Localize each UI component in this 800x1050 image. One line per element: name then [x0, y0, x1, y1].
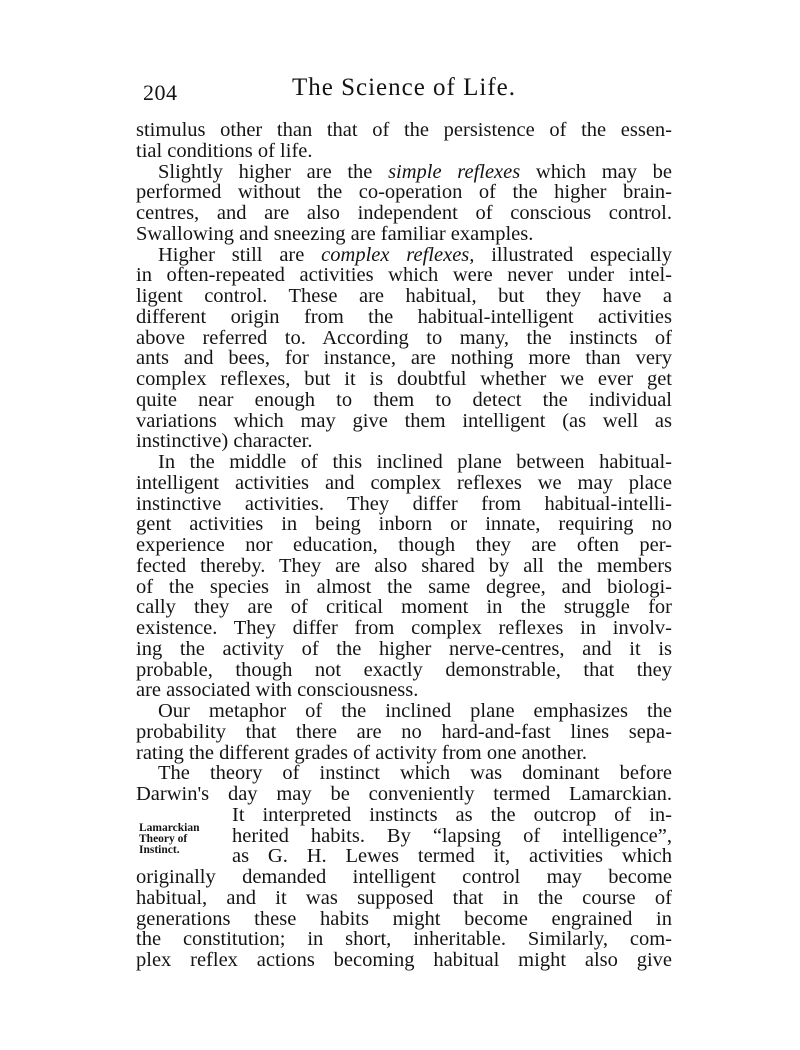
text-line: probable, though not exactly demonstrable, that they — [136, 658, 672, 681]
text-line: intelligent activities and complex reflexes we may place — [136, 471, 672, 494]
text-line: ants and bees, for instance, are nothing more than very — [136, 347, 672, 370]
body-text — [136, 120, 672, 971]
text-line: cally they are of critical moment in the struggle for — [136, 596, 672, 619]
text-line: originally demanded intelligent control may become — [136, 866, 672, 888]
text-line: as G. H. Lewes termed it, activities which — [232, 845, 672, 868]
text-line: habitual, and it was supposed that in the course of — [136, 886, 672, 909]
text-line: instinctive activities. They differ from habitual-intelli- — [136, 492, 672, 515]
text-line: ligent control. These are habitual, but they have a — [136, 285, 672, 307]
text-line: Higher still are complex reflexes, illustrated especially — [158, 243, 672, 266]
text-line: complex reflexes, but it is doubtful whether we ever get — [136, 368, 672, 390]
text-line: experience nor education, though they are often per- — [136, 534, 672, 556]
text-line: fected thereby. They are also shared by all the members — [136, 554, 672, 577]
text-line: Darwin's day may be conveniently termed Lamarckian. — [136, 783, 672, 805]
text-line: quite near enough to them to detect the individual — [136, 388, 672, 411]
text-line: ing the activity of the higher nerve-centres, and it is — [136, 637, 672, 660]
text-line: instinctive) character. — [136, 430, 313, 453]
text-line: centres, and are also independent of conscious control. — [136, 202, 672, 224]
text-line: are associated with consciousness. — [136, 679, 419, 702]
text-line: existence. They differ from complex reflexes in involv- — [136, 617, 672, 639]
text-line: different origin from the habitual-intelligent activities — [136, 305, 672, 328]
text-line: gent activities in being inborn or innate, requiring no — [136, 513, 672, 536]
text-line: rating the different grades of activity from one another. — [136, 741, 588, 764]
text-line: the constitution; in short, inheritable. Similarly, com- — [136, 928, 672, 951]
text-line: performed without the co-operation of the higher brain- — [136, 181, 672, 204]
text-line: of the species in almost the same degree, and biologi- — [136, 575, 672, 598]
text-line: generations these habits might become engrained in — [136, 907, 672, 930]
marginal-note-line: Instinct. — [139, 844, 180, 856]
page-header — [136, 72, 672, 112]
text-line: In the middle of this inclined plane between habitual- — [158, 451, 672, 473]
text-line: variations which may give them intelligent (as well as — [136, 409, 672, 432]
emphasized-term: complex reflexes, — [321, 243, 475, 266]
text-line: in often-repeated activities which were never under intel- — [136, 264, 672, 287]
text-line: tial conditions of life. — [136, 139, 313, 162]
emphasized-term: simple reflexes — [388, 160, 521, 183]
text-line: above referred to. According to many, the instincts of — [136, 326, 672, 349]
text-line: Swallowing and sneezing are familiar examples. — [136, 222, 534, 245]
text-line: Our metaphor of the inclined plane emphasizes the — [158, 700, 672, 722]
text-line: Slightly higher are the simple reflexes which may be — [158, 160, 673, 183]
text-line: stimulus other than that of the persistence of the essen- — [136, 119, 672, 141]
page-number: 204 — [143, 80, 178, 105]
text-line: probability that there are no hard-and-fast lines sepa- — [136, 720, 672, 743]
text-line: herited habits. By “lapsing of intelligence”, — [232, 824, 672, 847]
text-line: The theory of instinct which was dominant before — [158, 762, 672, 785]
marginal-note-line: Theory of — [139, 833, 188, 845]
marginal-note-line: Lamarckian — [139, 822, 200, 834]
running-title: The Science of Life. — [291, 74, 517, 101]
text-line: plex reflex actions becoming habitual might also give — [136, 949, 672, 971]
text-line: It interpreted instincts as the outcrop of in- — [232, 803, 672, 826]
